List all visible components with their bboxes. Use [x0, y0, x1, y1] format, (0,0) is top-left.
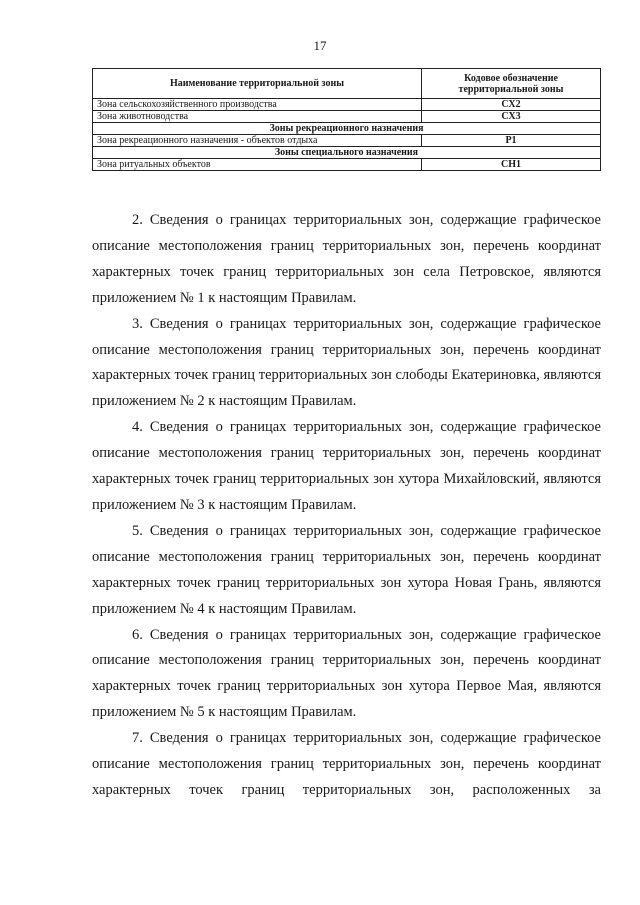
zone-group-heading: Зоны специального назначения [93, 147, 601, 159]
zone-name-cell: Зона сельскохозяйственного производства [93, 99, 422, 111]
body-text [92, 208, 601, 804]
paragraph: 3. Сведения о границах территориальных зон, содержащие графическое описание местоположения границ территориальных зон, перечень координат характерных точек границ территориальных зон слободы Екатериновка, являются приложением № 2 к настоящим Правилам. [92, 315, 601, 410]
table-row [93, 159, 601, 171]
table-header-row [93, 69, 601, 99]
table-group-row [93, 147, 601, 159]
header-zone-code: Кодовое обозначение территориальной зоны [422, 69, 601, 99]
zone-code-cell: Р1 [422, 135, 601, 147]
zone-name-cell: Зона рекреационного назначения - объектов отдыха [93, 135, 422, 147]
table-row [93, 99, 601, 111]
zone-code-cell: СХ2 [422, 99, 601, 111]
page-number: 17 [313, 38, 327, 53]
zone-code-cell: СХ3 [422, 111, 601, 123]
zone-name-cell: Зона животноводства [93, 111, 422, 123]
table-group-row [93, 123, 601, 135]
paragraph: 6. Сведения о границах территориальных зон, содержащие графическое описание местоположения границ территориальных зон, перечень координат характерных точек границ территориальных зон хутора Первое Мая, являются приложением № 5 к настоящим Правилам. [92, 626, 601, 721]
zones-table [92, 68, 601, 171]
zone-name-cell: Зона ритуальных объектов [93, 159, 422, 171]
paragraph: 2. Сведения о границах территориальных зон, содержащие графическое описание местоположения границ территориальных зон, перечень координат характерных точек границ территориальных зон села Петровское, являются приложением № 1 к настоящим Правилам. [92, 212, 601, 306]
paragraph: 5. Сведения о границах территориальных зон, содержащие графическое описание местоположения границ территориальных зон, перечень координат характерных точек границ территориальных зон хутора Новая Грань, являются приложением № 4 к настоящим Правилам. [92, 522, 601, 617]
table-row [93, 111, 601, 123]
paragraph: 4. Сведения о границах территориальных зон, содержащие графическое описание местоположения границ территориальных зон, перечень координат характерных точек границ территориальных зон хутора Михайловский, являются приложением № 3 к настоящим Правилам. [92, 419, 601, 513]
zone-code-cell: СН1 [422, 159, 601, 171]
header-zone-name: Наименование территориальной зоны [93, 69, 422, 99]
table-row [93, 135, 601, 147]
paragraph: 7. Сведения о границах территориальных зон, содержащие графическое описание местоположения границ территориальных зон, перечень координат характерных точек границ территориальных зон, расположенных за [92, 730, 601, 798]
zone-group-heading: Зоны рекреационного назначения [93, 123, 601, 135]
